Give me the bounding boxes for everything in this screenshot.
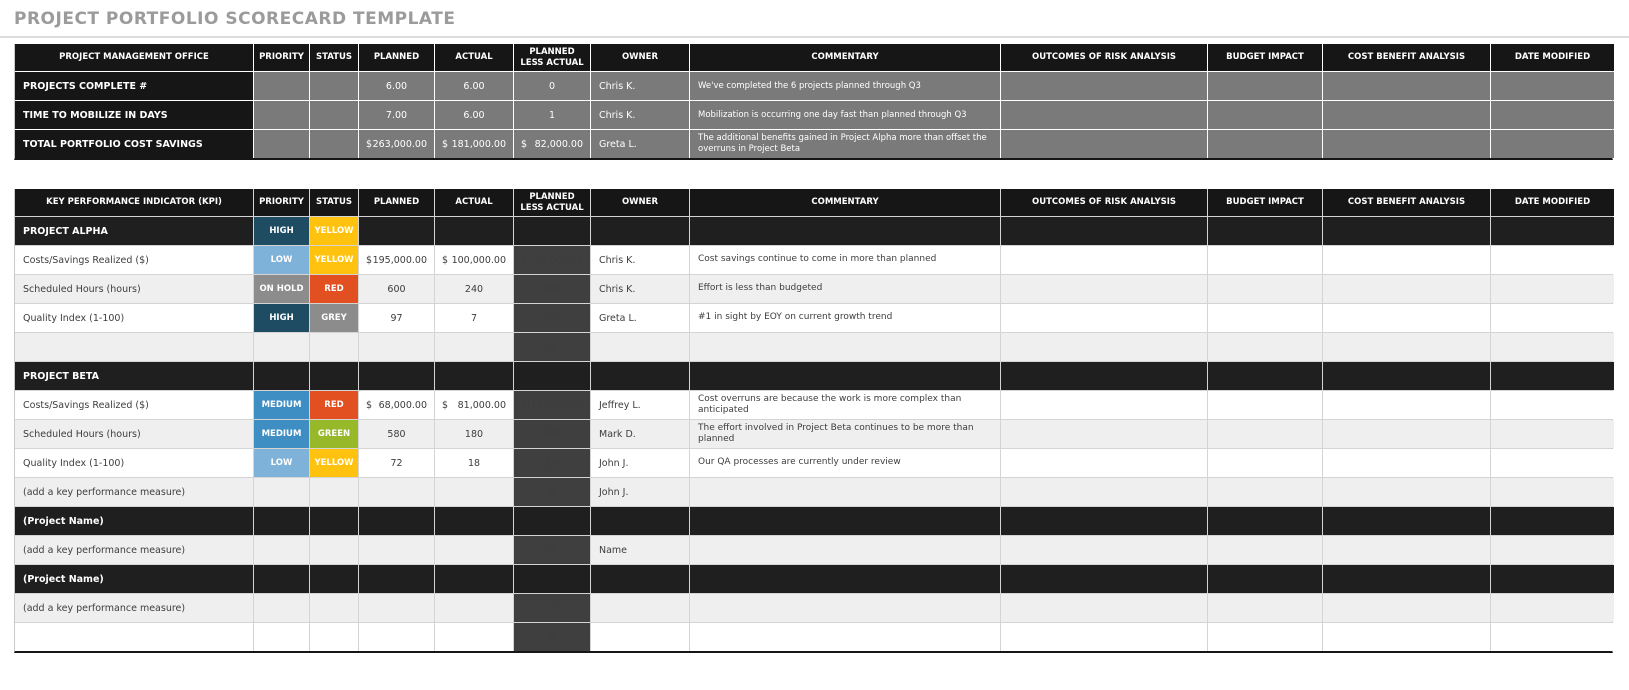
currency-amount: 68,000.00 xyxy=(378,399,427,411)
commentary-cell[interactable] xyxy=(690,449,1000,477)
actual-cell[interactable] xyxy=(435,362,513,390)
outcomes-cell[interactable] xyxy=(1001,304,1207,332)
variance-cell[interactable]: 1 xyxy=(514,101,590,129)
currency-symbol: $ xyxy=(366,399,373,411)
cost-benefit-cell[interactable] xyxy=(1323,478,1490,506)
section-row xyxy=(15,217,1614,245)
outcomes-cell[interactable] xyxy=(1001,565,1207,593)
commentary-cell[interactable] xyxy=(690,391,1000,419)
outcomes-cell[interactable] xyxy=(1001,72,1207,100)
priority-badge[interactable]: MEDIUM xyxy=(254,420,309,448)
variance-cell[interactable]: 0 xyxy=(514,333,590,361)
date-modified-cell[interactable] xyxy=(1491,217,1614,245)
currency-amount: 181,000.00 xyxy=(451,138,506,150)
column-header: PRIORITY xyxy=(254,44,309,71)
date-modified-cell[interactable] xyxy=(1491,507,1614,535)
cost-benefit-cell[interactable] xyxy=(1323,246,1490,274)
outcomes-cell[interactable] xyxy=(1001,478,1207,506)
commentary-text: Cost overruns are because the work is more complex than anticipated xyxy=(698,393,962,415)
cost-benefit-cell[interactable] xyxy=(1323,536,1490,564)
column-header: PRIORITY xyxy=(254,189,309,216)
planned-cell[interactable] xyxy=(359,623,434,651)
date-modified-cell[interactable] xyxy=(1491,101,1614,129)
commentary-cell[interactable] xyxy=(690,101,1000,129)
actual-cell[interactable] xyxy=(435,246,513,274)
variance-cell[interactable]: 360 xyxy=(514,275,590,303)
budget-impact-cell[interactable] xyxy=(1208,420,1322,448)
owner-cell[interactable]: John J. xyxy=(591,449,689,477)
budget-impact-cell[interactable] xyxy=(1208,275,1322,303)
scorecard-content xyxy=(0,38,1629,653)
priority-badge[interactable]: LOW xyxy=(254,449,309,477)
section-row xyxy=(15,565,1614,593)
owner-cell[interactable]: Jeffrey L. xyxy=(591,391,689,419)
row-label-cell[interactable]: (add a key performance measure) xyxy=(15,536,253,564)
owner-cell[interactable]: Chris K. xyxy=(591,246,689,274)
date-modified-cell[interactable] xyxy=(1491,275,1614,303)
row-label-cell[interactable] xyxy=(15,623,253,651)
table-row xyxy=(15,594,1614,622)
variance-cell[interactable]: 0 xyxy=(514,594,590,622)
date-modified-cell[interactable] xyxy=(1491,536,1614,564)
owner-cell[interactable]: Name xyxy=(591,536,689,564)
owner-cell[interactable] xyxy=(591,333,689,361)
row-label-cell[interactable]: Quality Index (1-100) xyxy=(15,449,253,477)
commentary-cell[interactable] xyxy=(690,246,1000,274)
budget-impact-cell[interactable] xyxy=(1208,507,1322,535)
column-header: BUDGET IMPACT xyxy=(1208,189,1322,216)
row-label-cell[interactable]: (Project Name) xyxy=(15,565,253,593)
planned-cell[interactable]: 6.00 xyxy=(359,72,434,100)
planned-cell[interactable]: 600 xyxy=(359,275,434,303)
actual-cell[interactable] xyxy=(435,594,513,622)
outcomes-cell[interactable] xyxy=(1001,420,1207,448)
variance-cell[interactable] xyxy=(514,130,590,158)
column-header: COMMENTARY xyxy=(690,189,1000,216)
commentary-text: The effort involved in Project Beta continues to be more than planned xyxy=(698,422,974,444)
owner-cell[interactable] xyxy=(591,623,689,651)
priority-cell[interactable] xyxy=(254,101,309,129)
currency-symbol: $ xyxy=(521,138,528,150)
cost-benefit-cell[interactable] xyxy=(1323,362,1490,390)
table-row xyxy=(15,333,1614,361)
variance-cell[interactable]: 90 xyxy=(514,304,590,332)
commentary-cell[interactable] xyxy=(690,507,1000,535)
row-label-cell[interactable]: Quality Index (1-100) xyxy=(15,304,253,332)
row-label-cell[interactable]: (Project Name) xyxy=(15,507,253,535)
actual-cell[interactable]: 7 xyxy=(435,304,513,332)
column-header: OUTCOMES OF RISK ANALYSIS xyxy=(1001,44,1207,71)
table-row xyxy=(15,130,1614,158)
table-row xyxy=(15,478,1614,506)
commentary-cell[interactable] xyxy=(690,594,1000,622)
row-label-cell[interactable]: Costs/Savings Realized ($) xyxy=(15,246,253,274)
planned-cell[interactable] xyxy=(359,507,434,535)
priority-cell[interactable] xyxy=(254,72,309,100)
commentary-cell[interactable] xyxy=(690,304,1000,332)
variance-cell[interactable]: 0 xyxy=(514,623,590,651)
planned-cell[interactable] xyxy=(359,362,434,390)
outcomes-cell[interactable] xyxy=(1001,217,1207,245)
table-row xyxy=(15,391,1614,419)
actual-cell[interactable] xyxy=(435,333,513,361)
actual-cell[interactable] xyxy=(435,507,513,535)
cost-benefit-cell[interactable] xyxy=(1323,507,1490,535)
status-cell[interactable] xyxy=(310,623,358,651)
variance-cell[interactable]: 54 xyxy=(514,449,590,477)
cost-benefit-cell[interactable] xyxy=(1323,623,1490,651)
budget-impact-cell[interactable] xyxy=(1208,594,1322,622)
planned-cell[interactable]: 72 xyxy=(359,449,434,477)
date-modified-cell[interactable] xyxy=(1491,304,1614,332)
column-header: ACTUAL xyxy=(435,44,513,71)
row-label-cell[interactable]: Costs/Savings Realized ($) xyxy=(15,391,253,419)
cost-benefit-cell[interactable] xyxy=(1323,449,1490,477)
column-header: STATUS xyxy=(310,44,358,71)
priority-badge[interactable]: ON HOLD xyxy=(254,275,309,303)
cost-benefit-cell[interactable] xyxy=(1323,565,1490,593)
date-modified-cell[interactable] xyxy=(1491,246,1614,274)
column-header: COST BENEFIT ANALYSIS xyxy=(1323,44,1490,71)
planned-cell[interactable] xyxy=(359,246,434,274)
currency-symbol: $ xyxy=(521,254,528,266)
planned-cell[interactable] xyxy=(359,333,434,361)
commentary-cell[interactable] xyxy=(690,333,1000,361)
planned-cell[interactable] xyxy=(359,130,434,158)
budget-impact-cell[interactable] xyxy=(1208,333,1322,361)
date-modified-cell[interactable] xyxy=(1491,391,1614,419)
variance-cell[interactable] xyxy=(514,217,590,245)
row-label-cell[interactable]: TIME TO MOBILIZE IN DAYS xyxy=(15,101,253,129)
priority-cell[interactable] xyxy=(254,594,309,622)
priority-badge[interactable]: LOW xyxy=(254,246,309,274)
outcomes-cell[interactable] xyxy=(1001,333,1207,361)
actual-cell[interactable]: 18 xyxy=(435,449,513,477)
commentary-cell[interactable] xyxy=(690,72,1000,100)
column-header: PLANNED LESS ACTUAL xyxy=(514,44,590,71)
actual-cell[interactable]: 240 xyxy=(435,275,513,303)
commentary-cell[interactable] xyxy=(690,565,1000,593)
header-row xyxy=(15,189,1614,216)
currency-amount: 82,000.00 xyxy=(534,138,583,150)
column-header: PLANNED LESS ACTUAL xyxy=(514,189,590,216)
owner-cell[interactable] xyxy=(591,565,689,593)
budget-impact-cell[interactable] xyxy=(1208,565,1322,593)
currency-amount: 81,000.00 xyxy=(457,399,506,411)
cost-benefit-cell[interactable] xyxy=(1323,594,1490,622)
table-row xyxy=(15,536,1614,564)
owner-cell[interactable]: Chris K. xyxy=(591,101,689,129)
column-header: OWNER xyxy=(591,44,689,71)
date-modified-cell[interactable] xyxy=(1491,449,1614,477)
budget-impact-cell[interactable] xyxy=(1208,217,1322,245)
column-header: ACTUAL xyxy=(435,189,513,216)
table-row xyxy=(15,246,1614,274)
actual-cell[interactable] xyxy=(435,623,513,651)
kpi-table xyxy=(14,189,1613,653)
commentary-text: Mobilization is occurring one day fast than planned through Q3 xyxy=(698,109,967,120)
column-header: COMMENTARY xyxy=(690,44,1000,71)
row-label-cell[interactable]: PROJECTS COMPLETE # xyxy=(15,72,253,100)
commentary-cell[interactable] xyxy=(690,478,1000,506)
actual-cell[interactable] xyxy=(435,391,513,419)
status-cell[interactable] xyxy=(310,594,358,622)
outcomes-cell[interactable] xyxy=(1001,101,1207,129)
actual-cell[interactable] xyxy=(435,565,513,593)
table-row xyxy=(15,72,1614,100)
status-badge[interactable]: GREEN xyxy=(310,420,358,448)
currency-amount: 195,000.00 xyxy=(372,254,427,266)
currency-symbol: $ xyxy=(442,399,449,411)
outcomes-cell[interactable] xyxy=(1001,536,1207,564)
owner-cell[interactable] xyxy=(591,217,689,245)
priority-badge[interactable]: HIGH xyxy=(254,304,309,332)
priority-cell[interactable] xyxy=(254,333,309,361)
priority-cell[interactable] xyxy=(254,565,309,593)
row-label-cell[interactable]: TOTAL PORTFOLIO COST SAVINGS xyxy=(15,130,253,158)
date-modified-cell[interactable] xyxy=(1491,623,1614,651)
actual-cell[interactable]: 180 xyxy=(435,420,513,448)
cost-benefit-cell[interactable] xyxy=(1323,217,1490,245)
status-cell[interactable] xyxy=(310,72,358,100)
owner-cell[interactable]: Greta L. xyxy=(591,304,689,332)
planned-cell[interactable] xyxy=(359,536,434,564)
budget-impact-cell[interactable] xyxy=(1208,101,1322,129)
currency-symbol: $ xyxy=(521,399,528,411)
planned-cell[interactable] xyxy=(359,391,434,419)
status-badge[interactable]: GREY xyxy=(310,304,358,332)
outcomes-cell[interactable] xyxy=(1001,246,1207,274)
row-label-cell[interactable]: Scheduled Hours (hours) xyxy=(15,420,253,448)
status-cell[interactable] xyxy=(310,565,358,593)
row-label-cell[interactable]: Scheduled Hours (hours) xyxy=(15,275,253,303)
budget-impact-cell[interactable] xyxy=(1208,246,1322,274)
date-modified-cell[interactable] xyxy=(1491,420,1614,448)
cost-benefit-cell[interactable] xyxy=(1323,101,1490,129)
status-cell[interactable] xyxy=(310,507,358,535)
pmo-table xyxy=(14,44,1613,160)
outcomes-cell[interactable] xyxy=(1001,594,1207,622)
cost-benefit-cell[interactable] xyxy=(1323,304,1490,332)
planned-cell[interactable] xyxy=(359,478,434,506)
status-cell[interactable] xyxy=(310,101,358,129)
variance-cell[interactable]: 400 xyxy=(514,420,590,448)
budget-impact-cell[interactable] xyxy=(1208,362,1322,390)
cost-benefit-cell[interactable] xyxy=(1323,420,1490,448)
status-badge[interactable]: YELLOW xyxy=(310,217,358,245)
commentary-cell[interactable] xyxy=(690,275,1000,303)
owner-cell[interactable]: Chris K. xyxy=(591,275,689,303)
owner-cell[interactable]: John J. xyxy=(591,478,689,506)
budget-impact-cell[interactable] xyxy=(1208,449,1322,477)
section-row xyxy=(15,507,1614,535)
priority-cell[interactable] xyxy=(254,478,309,506)
budget-impact-cell[interactable] xyxy=(1208,304,1322,332)
row-label-cell[interactable]: PROJECT ALPHA xyxy=(15,217,253,245)
actual-cell[interactable] xyxy=(435,130,513,158)
cost-benefit-cell[interactable] xyxy=(1323,130,1490,158)
commentary-text: Our QA processes are currently under review xyxy=(698,457,901,468)
currency-symbol: $ xyxy=(442,254,449,266)
commentary-text: We've completed the 6 projects planned through Q3 xyxy=(698,80,921,91)
owner-cell[interactable]: Greta L. xyxy=(591,130,689,158)
priority-badge[interactable]: MEDIUM xyxy=(254,391,309,419)
cost-benefit-cell[interactable] xyxy=(1323,72,1490,100)
commentary-cell[interactable] xyxy=(690,130,1000,158)
date-modified-cell[interactable] xyxy=(1491,130,1614,158)
status-cell[interactable] xyxy=(310,130,358,158)
commentary-cell[interactable] xyxy=(690,536,1000,564)
priority-cell[interactable] xyxy=(254,623,309,651)
variance-cell[interactable] xyxy=(514,507,590,535)
column-header: DATE MODIFIED xyxy=(1491,189,1614,216)
outcomes-cell[interactable] xyxy=(1001,623,1207,651)
status-cell[interactable] xyxy=(310,362,358,390)
variance-cell[interactable] xyxy=(514,565,590,593)
variance-cell[interactable] xyxy=(514,391,590,419)
planned-cell[interactable] xyxy=(359,565,434,593)
planned-cell[interactable]: 580 xyxy=(359,420,434,448)
actual-cell[interactable] xyxy=(435,217,513,245)
commentary-cell[interactable] xyxy=(690,623,1000,651)
commentary-text: Effort is less than budgeted xyxy=(698,283,823,294)
priority-cell[interactable] xyxy=(254,507,309,535)
date-modified-cell[interactable] xyxy=(1491,333,1614,361)
status-cell[interactable] xyxy=(310,478,358,506)
commentary-cell[interactable] xyxy=(690,362,1000,390)
currency-amount: (13,000.00) xyxy=(527,399,583,411)
outcomes-cell[interactable] xyxy=(1001,449,1207,477)
column-header: PROJECT MANAGEMENT OFFICE xyxy=(15,44,253,71)
commentary-text: #1 in sight by EOY on current growth trend xyxy=(698,312,893,323)
status-badge[interactable]: RED xyxy=(310,391,358,419)
actual-cell[interactable]: 6.00 xyxy=(435,72,513,100)
column-header: KEY PERFORMANCE INDICATOR (KPI) xyxy=(15,189,253,216)
actual-cell[interactable]: 6.00 xyxy=(435,101,513,129)
table-row xyxy=(15,623,1614,651)
currency-amount: 100,000.00 xyxy=(451,254,506,266)
date-modified-cell[interactable] xyxy=(1491,72,1614,100)
status-badge[interactable]: YELLOW xyxy=(310,246,358,274)
variance-cell[interactable]: 0 xyxy=(514,478,590,506)
owner-cell[interactable] xyxy=(591,507,689,535)
column-header: PLANNED xyxy=(359,44,434,71)
commentary-text: Cost savings continue to come in more than planned xyxy=(698,254,937,265)
planned-cell[interactable]: 97 xyxy=(359,304,434,332)
budget-impact-cell[interactable] xyxy=(1208,130,1322,158)
status-badge[interactable]: YELLOW xyxy=(310,449,358,477)
page-header xyxy=(0,0,1629,36)
variance-cell[interactable] xyxy=(514,362,590,390)
planned-cell[interactable] xyxy=(359,594,434,622)
column-header: BUDGET IMPACT xyxy=(1208,44,1322,71)
table-row xyxy=(15,449,1614,477)
variance-cell[interactable] xyxy=(514,246,590,274)
owner-cell[interactable]: Chris K. xyxy=(591,72,689,100)
variance-cell[interactable]: 0 xyxy=(514,72,590,100)
row-label-cell[interactable]: (add a key performance measure) xyxy=(15,478,253,506)
table-row xyxy=(15,275,1614,303)
date-modified-cell[interactable] xyxy=(1491,362,1614,390)
column-header: DATE MODIFIED xyxy=(1491,44,1614,71)
outcomes-cell[interactable] xyxy=(1001,130,1207,158)
outcomes-cell[interactable] xyxy=(1001,362,1207,390)
date-modified-cell[interactable] xyxy=(1491,594,1614,622)
outcomes-cell[interactable] xyxy=(1001,275,1207,303)
planned-cell[interactable]: 7.00 xyxy=(359,101,434,129)
header-row xyxy=(15,44,1614,71)
commentary-text: The additional benefits gained in Project Alpha more than offset the overruns in Project Beta xyxy=(698,133,987,154)
column-header: COST BENEFIT ANALYSIS xyxy=(1323,189,1490,216)
status-cell[interactable] xyxy=(310,333,358,361)
actual-cell[interactable] xyxy=(435,478,513,506)
row-label-cell[interactable]: PROJECT BETA xyxy=(15,362,253,390)
section-row xyxy=(15,362,1614,390)
column-header: STATUS xyxy=(310,189,358,216)
currency-amount: 95,000.00 xyxy=(534,254,583,266)
budget-impact-cell[interactable] xyxy=(1208,391,1322,419)
status-badge[interactable]: RED xyxy=(310,275,358,303)
currency-symbol: $ xyxy=(366,254,373,266)
column-header: PLANNED xyxy=(359,189,434,216)
row-label-cell[interactable]: (add a key performance measure) xyxy=(15,594,253,622)
row-label-cell[interactable] xyxy=(15,333,253,361)
column-header: OUTCOMES OF RISK ANALYSIS xyxy=(1001,189,1207,216)
budget-impact-cell[interactable] xyxy=(1208,536,1322,564)
outcomes-cell[interactable] xyxy=(1001,391,1207,419)
currency-symbol: $ xyxy=(442,138,449,150)
page-title: PROJECT PORTFOLIO SCORECARD TEMPLATE xyxy=(14,9,456,29)
table-row xyxy=(15,304,1614,332)
outcomes-cell[interactable] xyxy=(1001,507,1207,535)
priority-cell[interactable] xyxy=(254,536,309,564)
date-modified-cell[interactable] xyxy=(1491,565,1614,593)
column-header: OWNER xyxy=(591,189,689,216)
owner-cell[interactable]: Mark D. xyxy=(591,420,689,448)
priority-cell[interactable] xyxy=(254,362,309,390)
table-row xyxy=(15,420,1614,448)
owner-cell[interactable] xyxy=(591,594,689,622)
cost-benefit-cell[interactable] xyxy=(1323,275,1490,303)
cost-benefit-cell[interactable] xyxy=(1323,333,1490,361)
currency-symbol: $ xyxy=(366,138,373,150)
priority-cell[interactable] xyxy=(254,130,309,158)
status-cell[interactable] xyxy=(310,536,358,564)
cost-benefit-cell[interactable] xyxy=(1323,391,1490,419)
owner-cell[interactable] xyxy=(591,362,689,390)
priority-badge[interactable]: HIGH xyxy=(254,217,309,245)
planned-cell[interactable] xyxy=(359,217,434,245)
variance-cell[interactable]: 0 xyxy=(514,536,590,564)
actual-cell[interactable] xyxy=(435,536,513,564)
budget-impact-cell[interactable] xyxy=(1208,478,1322,506)
budget-impact-cell[interactable] xyxy=(1208,623,1322,651)
table-row xyxy=(15,101,1614,129)
date-modified-cell[interactable] xyxy=(1491,478,1614,506)
budget-impact-cell[interactable] xyxy=(1208,72,1322,100)
commentary-cell[interactable] xyxy=(690,420,1000,448)
currency-amount: 263,000.00 xyxy=(372,138,427,150)
commentary-cell[interactable] xyxy=(690,217,1000,245)
